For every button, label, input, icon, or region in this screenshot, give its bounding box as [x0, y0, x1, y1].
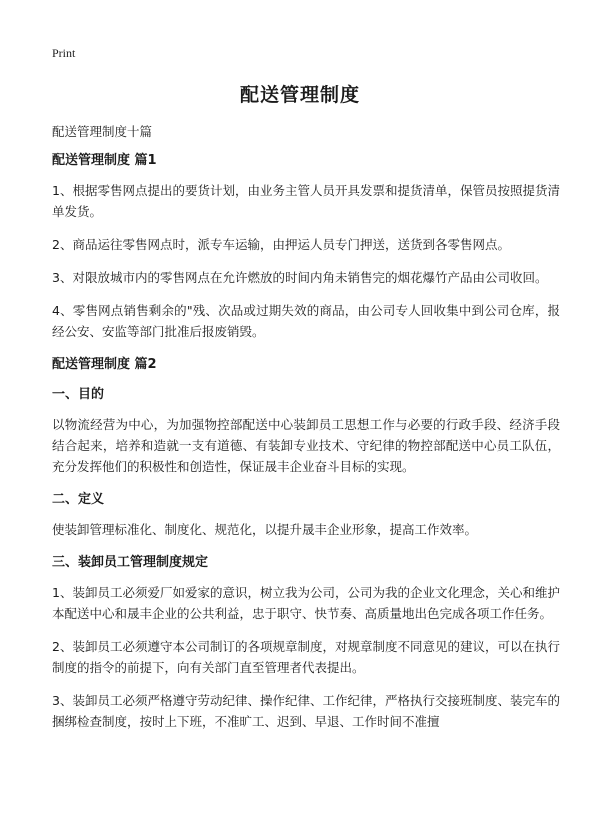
print-label: Print [52, 46, 76, 60]
part1-item: 1、根据零售网点提出的要货计划，由业务主管人员开具发票和提货清单，保管员按照提货清单发货。 [52, 183, 560, 219]
rules-item: 2、装卸员工必须遵守本公司制订的各项规章制度，对规章制度不同意见的建议，可以在执行制度的指令的前提下，向有关部门直至管理者代表提出。 [52, 639, 560, 675]
rules-item: 1、装卸员工必须爱厂如爱家的意识，树立我为公司，公司为我的企业文化理念，关心和维护本配送中心和晟丰企业的公共利益，忠于职守、快节奏、高质量地出色完成各项工作任务。 [52, 585, 560, 621]
part1-heading: 配送管理制度 篇1 [52, 153, 157, 168]
rules-item: 3、装卸员工必须严格遵守劳动纪律、操作纪律、工作纪律，严格执行交接班制度、装完车的捆绑检查制度，按时上下班，不准旷工、迟到、早退、工作时间不准擅 [52, 693, 560, 729]
page-title: 配送管理制度 [239, 84, 360, 106]
section-heading-definition: 二、定义 [52, 492, 105, 507]
part2-heading: 配送管理制度 篇2 [52, 357, 157, 372]
part1-item: 4、零售网点销售剩余的"残、次品或过期失效的商品，由公司专人回收集中到公司仓库，报经公安、安监等部门批准后报废销毁。 [52, 303, 560, 339]
section-heading-purpose: 一、目的 [52, 387, 105, 402]
section-heading-rules: 三、装卸员工管理制度规定 [52, 555, 209, 570]
document-body [52, 150, 560, 732]
document-subtitle: 配送管理制度十篇 [52, 124, 153, 139]
section-text-definition: 使装卸管理标准化、制度化、规范化，以提升晟丰企业形象，提高工作效率。 [52, 522, 478, 537]
part1-item: 3、对限放城市内的零售网点在允许燃放的时间内角未销售完的烟花爆竹产品由公司收回。 [52, 270, 548, 285]
section-text-purpose: 以物流经营为中心，为加强物控部配送中心装卸员工思想工作与必要的行政手段、经济手段结合起来，培养和造就一支有道德、有装卸专业技术、守纪律的物控部配送中心员工队伍，充分发挥他们的积极性和创造性，保证晟丰企业奋斗目标的实现。 [52, 417, 560, 474]
part1-item: 2、商品运往零售网点时，派专车运输，由押运人员专门押送，送货到各零售网点。 [52, 237, 510, 252]
